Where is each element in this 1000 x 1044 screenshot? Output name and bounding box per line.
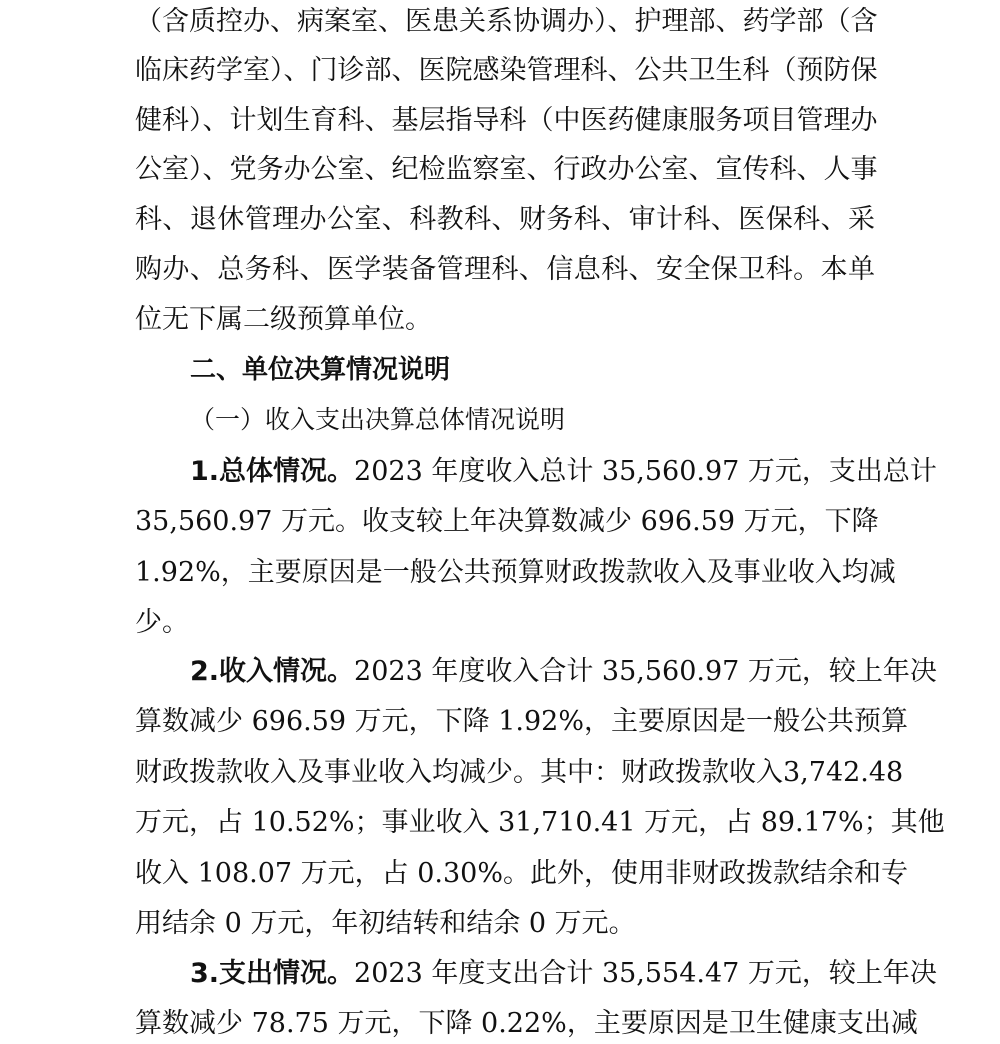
body-text-line: 购办、总务科、医学装备管理科、信息科、安全保卫科。本单 bbox=[135, 254, 875, 285]
body-text-line: 财政拨款收入及事业收入均减少。其中：财政拨款收入3,742.48 bbox=[135, 757, 904, 788]
overall-text: 2023 年度收入总计 35,560.97 万元，支出总计 bbox=[354, 456, 937, 487]
overall-first-line bbox=[190, 452, 937, 492]
body-text-line: 临床药学室）、门诊部、医院感染管理科、公共卫生科（预防保 bbox=[135, 55, 878, 86]
body-text-line: 万元，占 10.52%；事业收入 31,710.41 万元，占 89.17%；其他 bbox=[135, 807, 945, 838]
body-text-line: 少。 bbox=[135, 607, 189, 638]
expense-first-line bbox=[190, 954, 937, 994]
body-text-line: 科、退休管理办公室、科教科、财务科、审计科、医保科、采 bbox=[135, 204, 875, 235]
body-text-line: 35,560.97 万元。收支较上年决算数减少 696.59 万元，下降 bbox=[135, 506, 879, 537]
income-text: 2023 年度收入合计 35,560.97 万元，较上年决 bbox=[354, 656, 937, 687]
expense-text: 2023 年度支出合计 35,554.47 万元，较上年决 bbox=[354, 958, 937, 989]
expense-lead: 3.支出情况。 bbox=[190, 958, 355, 989]
body-text-line: 算数减少 696.59 万元，下降 1.92%，主要原因是一般公共预算 bbox=[135, 706, 908, 737]
income-first-line bbox=[190, 652, 937, 692]
body-text-line: 位无下属二级预算单位。 bbox=[135, 304, 432, 335]
body-text-line: 1.92%，主要原因是一般公共预算财政拨款收入及事业收入均减 bbox=[135, 557, 896, 588]
body-text-line: 公室）、党务办公室、纪检监察室、行政办公室、宣传科、人事 bbox=[135, 154, 878, 185]
body-text-line: （含质控办、病案室、医患关系协调办）、护理部、药学部（含 bbox=[135, 6, 878, 37]
income-lead: 2.收入情况。 bbox=[190, 656, 355, 687]
overall-lead: 1.总体情况。 bbox=[190, 456, 355, 487]
subsection-heading: （一）收入支出决算总体情况说明 bbox=[190, 405, 566, 434]
body-text-line: 健科）、计划生育科、基层指导科（中医药健康服务项目管理办 bbox=[135, 105, 878, 136]
section-heading: 二、单位决算情况说明 bbox=[190, 355, 451, 385]
body-text-line: 收入 108.07 万元，占 0.30%。此外，使用非财政拨款结余和专 bbox=[135, 858, 908, 889]
body-text-line: 算数减少 78.75 万元，下降 0.22%，主要原因是卫生健康支出减 bbox=[135, 1008, 918, 1039]
body-text-line: 用结余 0 万元，年初结转和结余 0 万元。 bbox=[135, 908, 636, 939]
